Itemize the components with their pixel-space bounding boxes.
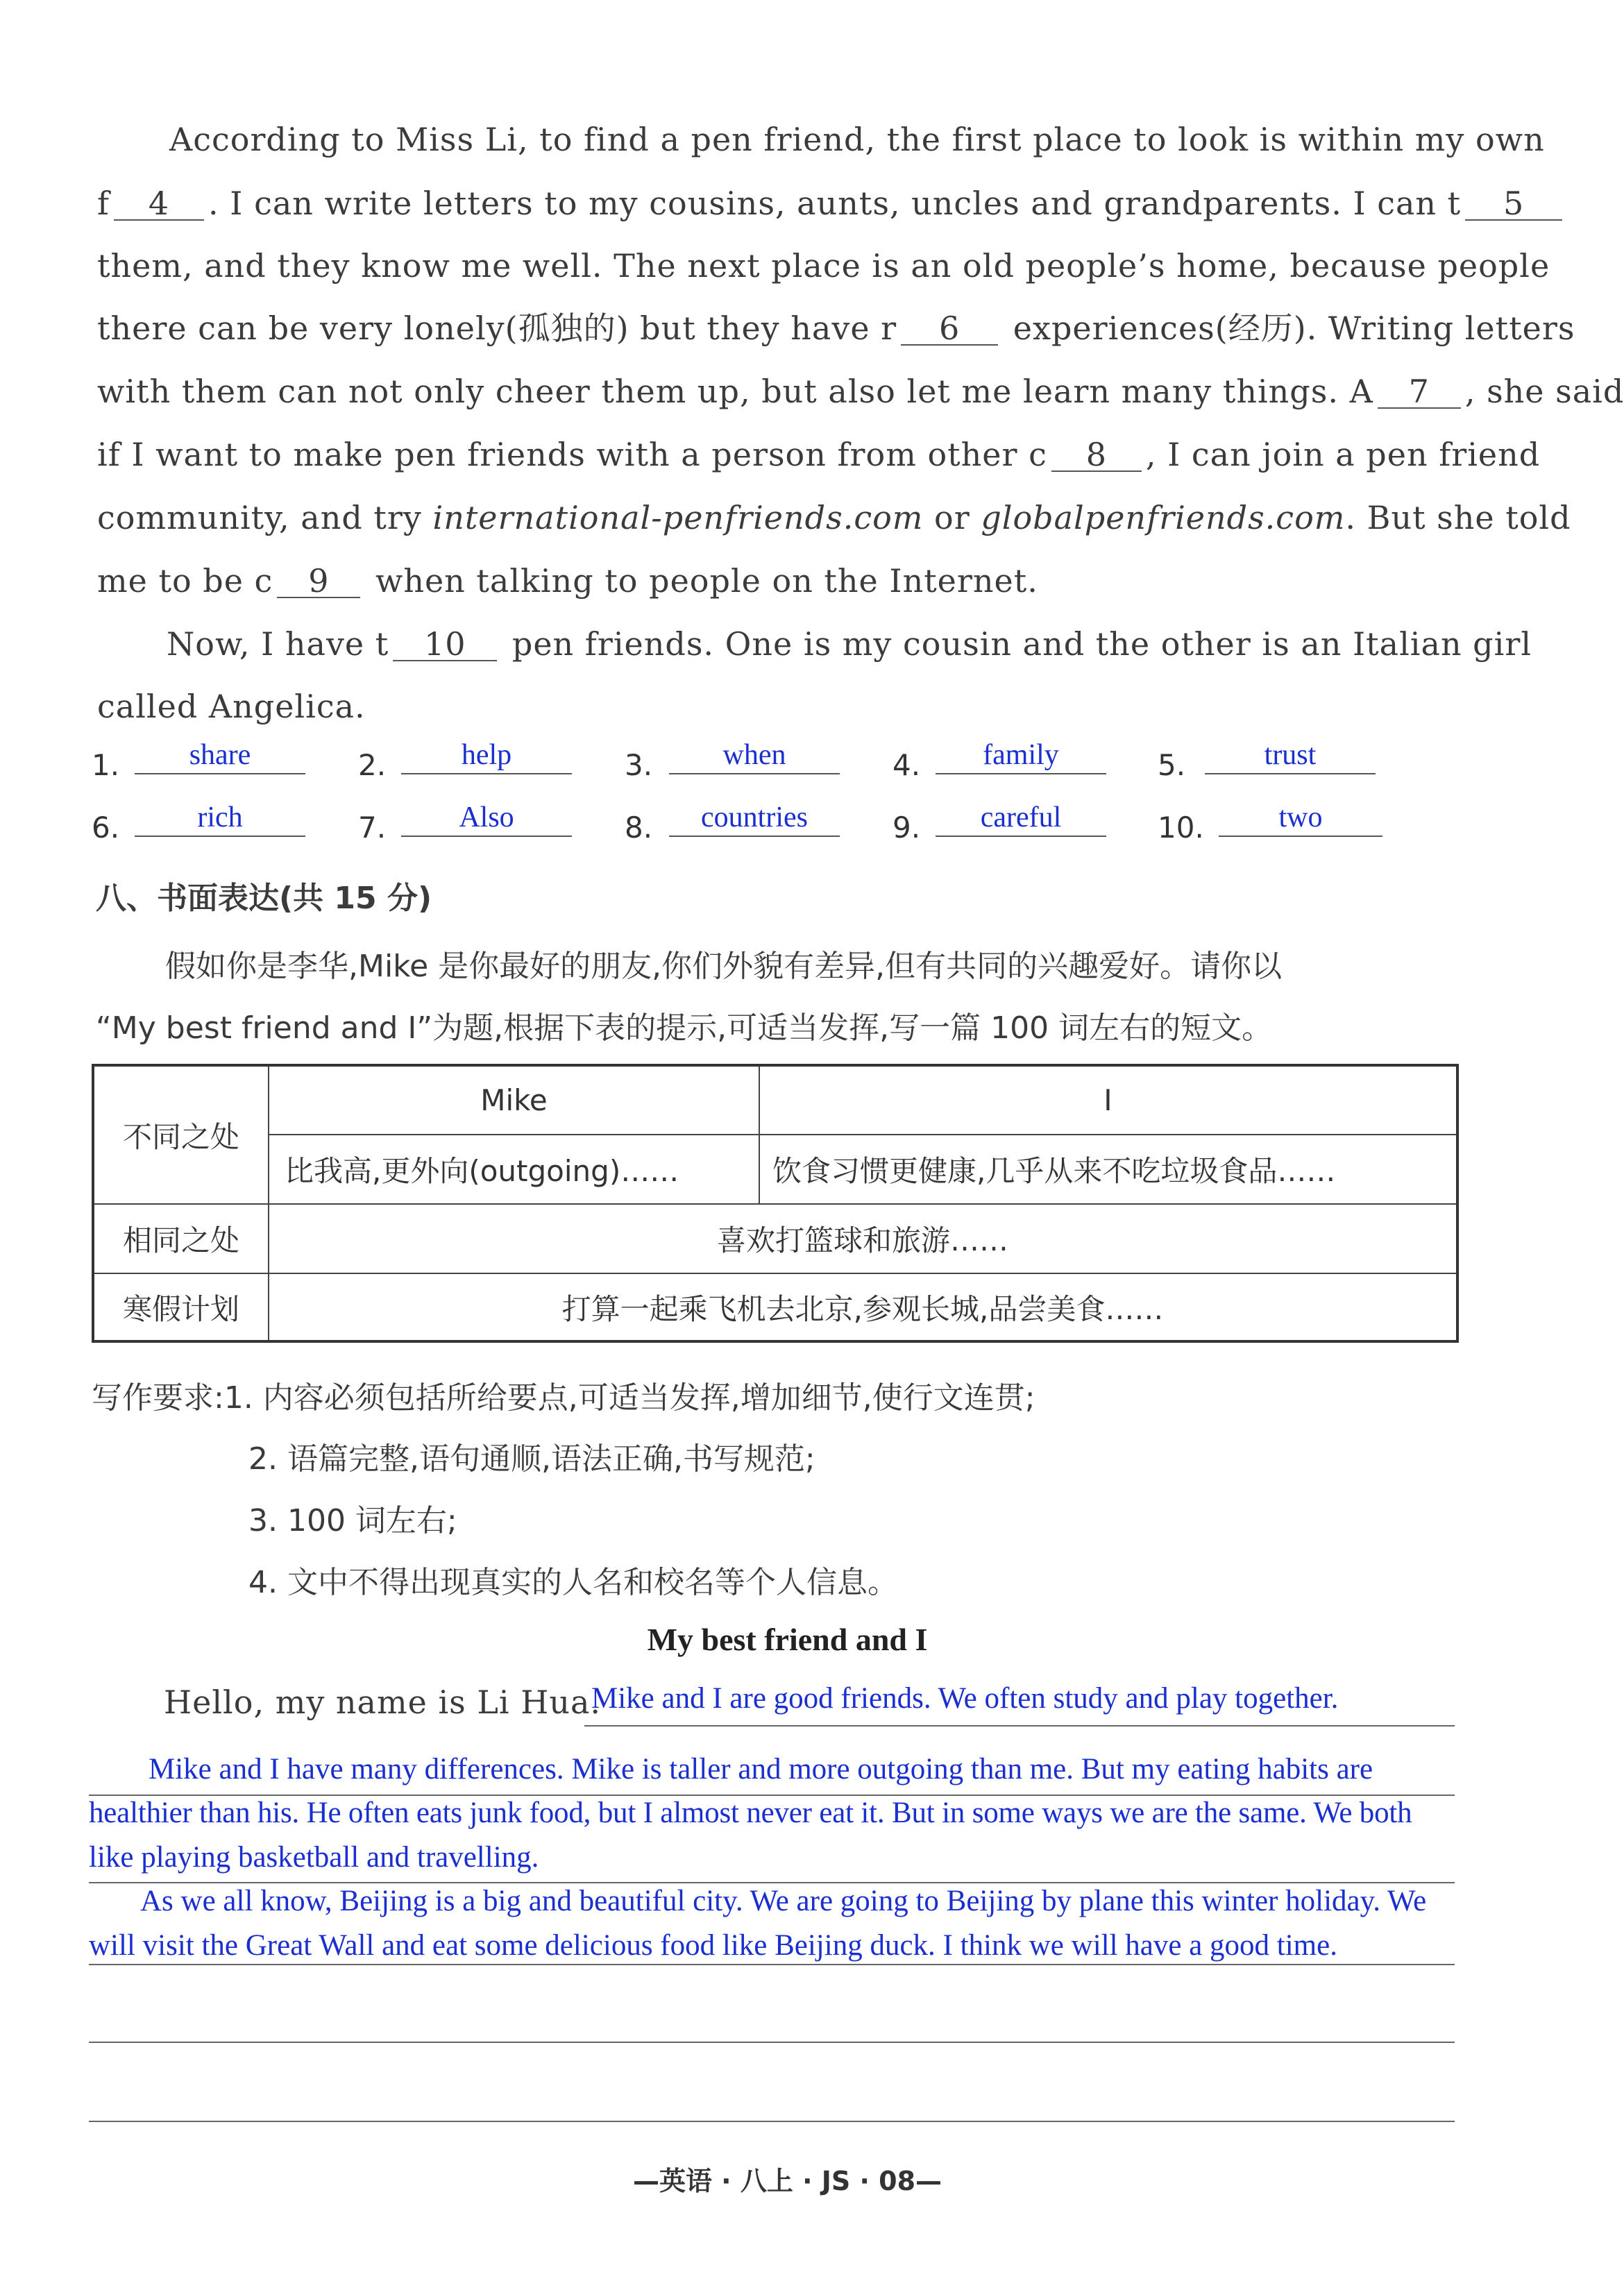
passage-line-5: with them can not only cheer them up, but also let me learn many things. A 7 , she said	[97, 373, 1624, 410]
passage-line-8: me to be c 9 when talking to people on the Internet.	[97, 562, 1038, 600]
section-8-title: 八、书面表达(共 15 分)	[96, 881, 432, 916]
essay-p2-line-3: like playing basketball and travelling.	[89, 1841, 539, 1874]
essay-rule-1	[584, 1725, 1455, 1727]
answer-number: 10.	[1158, 811, 1204, 845]
label-similarities: 相同之处	[93, 1204, 269, 1273]
page-footer: —英语 · 八上 · JS · 08—	[632, 2166, 942, 2196]
answer-value: countries	[669, 799, 840, 837]
passage-line-9: Now, I have t 10 pen friends. One is my cousin and the other is an Italian girl	[167, 625, 1532, 663]
answer-number: 7.	[358, 811, 387, 845]
label-winter-plan: 寒假计划	[93, 1273, 269, 1341]
passage-line-6: if I want to make pen friends with a person from other c 8 , I can join a pen friend	[97, 436, 1541, 473]
answer-number: 6.	[92, 811, 120, 845]
answer-value: rich	[135, 799, 305, 837]
blank-10: 10	[393, 628, 497, 661]
answer-number: 9.	[893, 811, 921, 845]
requirement-4: 4. 文中不得出现真实的人名和校名等个人信息。	[248, 1565, 898, 1600]
blank-9: 9	[277, 565, 360, 598]
essay-rule-6	[89, 2121, 1455, 2122]
blank-4: 4	[114, 187, 204, 221]
essay-sentence-1: Mike and I are good friends. We often study and play together.	[591, 1682, 1339, 1715]
essay-p2-line-1: Mike and I have many differences. Mike is taller and more outgoing than me. But my eating habits are	[149, 1753, 1373, 1786]
answer-number: 3.	[625, 748, 653, 782]
header-i: I	[759, 1065, 1457, 1135]
answer-number: 8.	[625, 811, 653, 845]
essay-p2-line-2: healthier than his. He often eats junk food, but I almost never eat it. But in some ways we are the same. We both	[89, 1797, 1412, 1829]
passage-line-7: community, and try international-penfriends.com or globalpenfriends.com. But she told	[97, 499, 1571, 536]
requirement-1: 1. 内容必须包括所给要点,可适当发挥,增加细节,使行文连贯;	[223, 1380, 1035, 1416]
answer-value: careful	[936, 799, 1106, 837]
essay-p3-line-1: As we all know, Beijing is a big and beautiful city. We are going to Beijing by plane this winter holiday. We	[140, 1885, 1427, 1917]
essay-p3-line-2: will visit the Great Wall and eat some delicious food like Beijing duck. I think we will have a good time.	[89, 1929, 1337, 1962]
essay-opening: Hello, my name is Li Hua.	[164, 1683, 602, 1721]
answer-value: two	[1219, 799, 1382, 837]
answer-number: 5.	[1158, 748, 1186, 782]
essay-rule-3	[89, 1882, 1455, 1883]
requirement-2: 2. 语篇完整,语句通顺,语法正确,书写规范;	[248, 1441, 815, 1477]
passage-line-3: them, and they know me well. The next place is an old people’s home, because people	[97, 247, 1550, 285]
header-mike: Mike	[269, 1065, 759, 1135]
answer-value: when	[669, 737, 840, 774]
passage-line-1: According to Miss Li, to find a pen friend, the first place to look is within my own	[169, 121, 1545, 158]
hints-table	[92, 1064, 1459, 1343]
essay-rule-5	[89, 2042, 1455, 2043]
answer-value: share	[135, 737, 305, 774]
passage-line-2: f 4 . I can write letters to my cousins, aunts, uncles and grandparents. I can t 5	[97, 187, 1566, 221]
passage-line-4: there can be very lonely(孤独的) but they have r 6 experiences(经历). Writing letters	[97, 309, 1575, 347]
answer-number: 2.	[358, 748, 387, 782]
answer-value: trust	[1205, 737, 1376, 774]
blank-8: 8	[1051, 439, 1142, 472]
answer-number: 4.	[893, 748, 921, 782]
answer-value: Also	[401, 799, 572, 837]
answer-value: help	[401, 737, 572, 774]
writing-prompt-line-1: 假如你是李华,Mike 是你最好的朋友,你们外貌有差异,但有共同的兴趣爱好。请你以	[165, 949, 1283, 984]
essay-title: My best friend and I	[647, 1622, 928, 1657]
writing-prompt-line-2: “My best friend and I”为题,根据下表的提示,可适当发挥,写一篇 100 词左右的短文。	[96, 1010, 1273, 1046]
answer-number: 1.	[92, 748, 120, 782]
blank-5: 5	[1465, 187, 1562, 221]
label-differences: 不同之处	[93, 1065, 269, 1204]
blank-6: 6	[901, 312, 998, 346]
answer-value: family	[936, 737, 1106, 774]
requirement-3: 3. 100 词左右;	[248, 1503, 457, 1538]
essay-rule-4	[89, 1964, 1455, 1965]
passage-line-10: called Angelica.	[97, 688, 366, 725]
similarities: 喜欢打篮球和旅游……	[269, 1204, 1457, 1273]
requirements-label: 写作要求:1. 内容必须包括所给要点,可适当发挥,增加细节,使行文连贯;	[92, 1380, 1035, 1416]
winter-plan: 打算一起乘飞机去北京,参观长城,品尝美食……	[269, 1273, 1457, 1341]
i-difference: 饮食习惯更健康,几乎从来不吃垃圾食品……	[759, 1135, 1457, 1204]
mike-difference: 比我高,更外向(outgoing)……	[269, 1135, 759, 1204]
blank-7: 7	[1378, 375, 1461, 409]
